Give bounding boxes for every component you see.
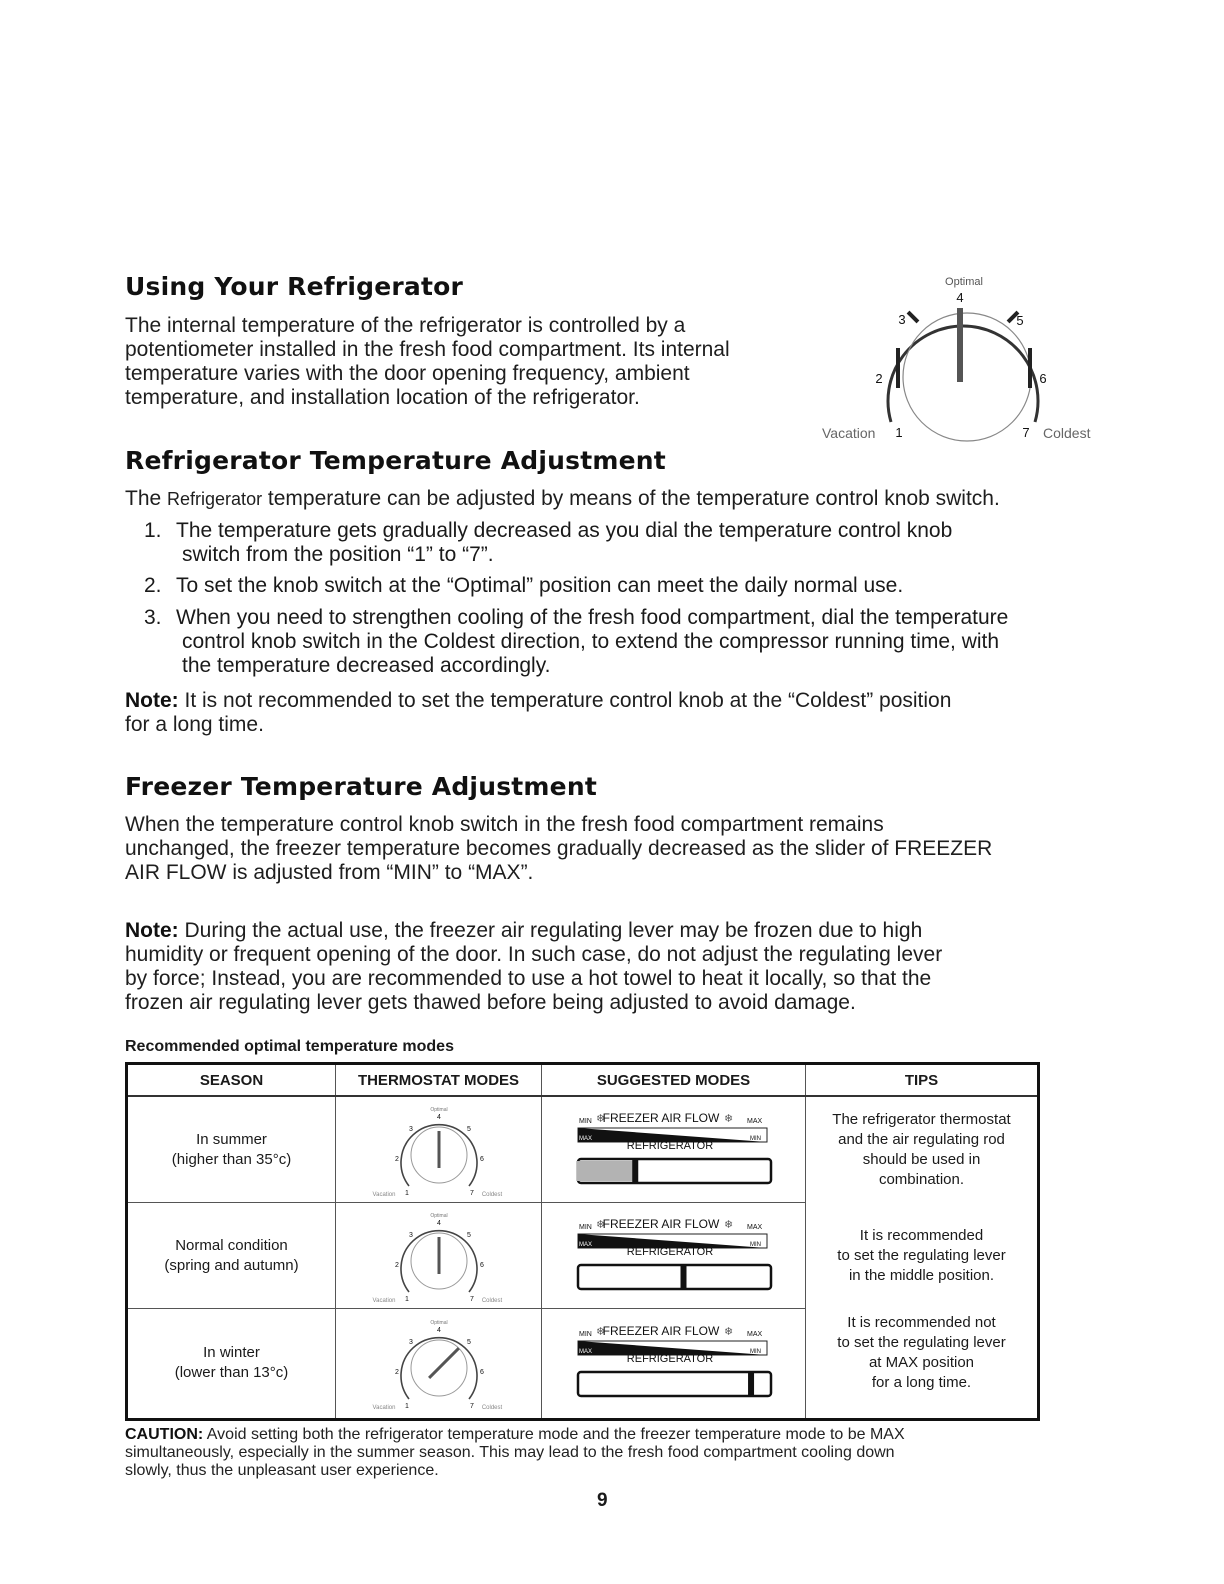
temperature-dial-figure <box>815 272 1105 447</box>
slider-label-freezer: FREEZER AIR FLOW <box>602 1324 719 1339</box>
gradient-label-refrigerator: REFRIGERATOR <box>626 1139 713 1152</box>
dial-number: 2 <box>875 371 883 386</box>
section-title-refrigerator: Refrigerator Temperature Adjustment <box>125 446 666 475</box>
tips-cell <box>806 1096 1039 1203</box>
note-text: It is not recommended to set the temperature control knob at the “Coldest” position <box>178 689 952 712</box>
dial-number: 1 <box>895 425 903 440</box>
slider-label-max: MAX <box>746 1117 762 1125</box>
snowflake-icon: ❄ <box>595 1218 605 1231</box>
mini-dial-label-coldest: Coldest <box>481 1297 502 1304</box>
suggested-cell <box>542 1309 806 1420</box>
dial-tick <box>907 311 920 324</box>
dial-label-optimal: Optimal <box>945 276 983 288</box>
dial-pointer <box>957 308 963 382</box>
slider-label-max: MAX <box>746 1223 762 1231</box>
slider-thumb <box>632 1159 638 1183</box>
airflow-slider-figure <box>574 1104 774 1196</box>
airflow-slider-svg <box>574 1104 774 1196</box>
mini-dial-number: 1 <box>404 1189 409 1197</box>
tips-text: in the middle position. <box>848 1266 995 1284</box>
caution-label: CAUTION: <box>125 1426 204 1443</box>
section-body-freezer <box>125 813 1115 885</box>
gradient-label-max: MAX <box>578 1135 592 1142</box>
dial-tick <box>896 348 900 388</box>
mini-dial-number: 7 <box>469 1295 474 1303</box>
mini-dial <box>336 1313 541 1413</box>
tips-text: to set the regulating lever <box>837 1333 1006 1351</box>
section-title-freezer: Freezer Temperature Adjustment <box>125 772 597 801</box>
body-line: The internal temperature of the refrigerator is controlled by a <box>125 314 686 337</box>
slider-thumb <box>680 1265 686 1289</box>
mini-dial-number: 2 <box>394 1369 399 1377</box>
note-text: humidity or frequent opening of the door. In such case, do not adjust the regulating lever <box>125 943 943 966</box>
list-line: The temperature gets gradually decreased as you dial the temperature control knob <box>176 519 953 542</box>
gradient-label-max: MAX <box>578 1349 592 1356</box>
tips-text: The refrigerator thermostat <box>832 1110 1011 1128</box>
body-line: temperature varies with the door opening frequency, ambient <box>125 362 690 385</box>
note-label: Note: <box>125 689 179 712</box>
season-text: (lower than 13°c) <box>174 1364 289 1382</box>
dial-label-vacation: Vacation <box>822 425 876 441</box>
mini-dial-label-vacation: Vacation <box>372 1297 395 1304</box>
slider-label-freezer: FREEZER AIR FLOW <box>602 1110 719 1125</box>
slider-thumb <box>748 1372 754 1396</box>
mini-dial-number: 3 <box>408 1339 413 1347</box>
list-line: control knob switch in the Coldest direction, to extend the compressor running time, with <box>182 630 1000 653</box>
tips-cell <box>806 1203 1039 1309</box>
airflow-slider-svg <box>574 1317 774 1409</box>
note-label: Note: <box>125 919 179 942</box>
table-row <box>127 1309 1039 1420</box>
body-line: potentiometer installed in the fresh food compartment. Its internal <box>125 338 730 361</box>
caution-text: simultaneously, especially in the summer season. This may lead to the fresh food compartment cooling down <box>125 1444 895 1461</box>
modes-table <box>125 1062 1040 1421</box>
thermostat-cell <box>336 1203 542 1309</box>
table-caption: Recommended optimal temperature modes <box>125 1038 454 1055</box>
body-line: unchanged, the freezer temperature becomes gradually decreased as the slider of FREEZER <box>125 837 993 860</box>
list-line: the temperature decreased accordingly. <box>182 654 551 677</box>
gradient-label-min: MIN <box>749 1241 761 1248</box>
note-freezer <box>125 919 1115 1015</box>
header-season: SEASON <box>127 1064 336 1097</box>
body-line: When the temperature control knob switch in the fresh food compartment remains <box>125 813 884 836</box>
dial-tick <box>1028 348 1032 388</box>
season-cell <box>127 1309 336 1420</box>
mini-dial-label-coldest: Coldest <box>481 1405 502 1412</box>
intro-text: temperature can be adjusted by means of the temperature control knob switch. <box>262 487 1000 510</box>
slider-label-min: MIN <box>578 1117 592 1125</box>
note-text: by force; Instead, you are recommended to use a hot towel to heat it locally, so that the <box>125 967 932 990</box>
mini-dial-pointer <box>429 1348 459 1378</box>
caution-text: slowly, thus the unpleasant user experience. <box>125 1462 439 1479</box>
snowflake-icon: ❄ <box>595 1326 605 1339</box>
thermostat-cell <box>336 1309 542 1420</box>
snowflake-icon: ❄ <box>723 1112 733 1125</box>
table-header-row <box>127 1064 1039 1097</box>
note-text: frozen air regulating lever gets thawed before being adjusted to avoid damage. <box>125 991 856 1014</box>
page-number: 9 <box>597 1490 608 1511</box>
mini-dial-number: 1 <box>404 1403 409 1411</box>
thermostat-cell <box>336 1096 542 1203</box>
mini-dial-number: 1 <box>404 1295 409 1303</box>
mini-dial-number: 5 <box>466 1339 471 1347</box>
tips-text: and the air regulating rod <box>838 1130 1005 1148</box>
header-tips: TIPS <box>806 1064 1039 1097</box>
mini-dial-number: 4 <box>436 1327 441 1335</box>
slider-track <box>578 1372 771 1396</box>
slider-label-max: MAX <box>746 1331 762 1339</box>
mini-dial-number: 2 <box>394 1155 399 1163</box>
dial-number: 3 <box>898 312 906 327</box>
mini-dial-label-vacation: Vacation <box>372 1405 395 1412</box>
season-text: In winter <box>203 1344 260 1362</box>
note-text: for a long time. <box>125 713 264 736</box>
mini-dial-number: 7 <box>469 1403 474 1411</box>
list-number: 1. <box>144 519 162 542</box>
list-number: 3. <box>144 606 162 629</box>
season-cell <box>127 1096 336 1203</box>
season-text: Normal condition <box>175 1236 288 1254</box>
season-text: (spring and autumn) <box>164 1256 299 1274</box>
dial-knob-outline <box>903 313 1031 441</box>
note-text: During the actual use, the freezer air regulating lever may be frozen due to high <box>178 919 923 942</box>
tips-text: It is recommended not <box>847 1313 996 1331</box>
mini-dial-label-vacation: Vacation <box>372 1191 395 1198</box>
tips-cell <box>806 1309 1039 1420</box>
slider-label-min: MIN <box>578 1331 592 1339</box>
gradient-label-min: MIN <box>749 1349 761 1356</box>
suggested-cell <box>542 1096 806 1203</box>
mini-dial-label-coldest: Coldest <box>481 1191 502 1198</box>
mini-dial-label-optimal: Optimal <box>429 1320 448 1327</box>
mini-dial-number: 4 <box>436 1113 441 1121</box>
list-line: When you need to strengthen cooling of the fresh food compartment, dial the temperature <box>176 606 1009 629</box>
mini-dial-number: 5 <box>466 1231 471 1239</box>
section-intro-refrigerator <box>125 487 1115 511</box>
airflow-slider-figure <box>574 1210 774 1302</box>
dial-number: 5 <box>1016 313 1024 328</box>
tips-text: to set the regulating lever <box>837 1246 1006 1264</box>
mini-dial-number: 6 <box>479 1369 484 1377</box>
list-line: To set the knob switch at the “Optimal” position can meet the daily normal use. <box>176 574 904 597</box>
intro-text: The <box>125 487 168 510</box>
snowflake-icon: ❄ <box>723 1326 733 1339</box>
caution-note <box>125 1426 1115 1480</box>
body-line: AIR FLOW is adjusted from “MIN” to “MAX”. <box>125 861 534 884</box>
tips-text: It is recommended <box>859 1226 984 1244</box>
body-line: temperature, and installation location of the refrigerator. <box>125 386 640 409</box>
mini-dial-number: 3 <box>408 1125 413 1133</box>
caution-text: Avoid setting both the refrigerator temperature mode and the freezer temperature mode to be MAX <box>203 1426 905 1443</box>
section-title-using: Using Your Refrigerator <box>125 272 464 301</box>
table-row <box>127 1096 1039 1203</box>
slider-track <box>578 1265 771 1289</box>
list-line: switch from the position “1” to “7”. <box>182 543 494 566</box>
mini-dial-number: 6 <box>479 1261 484 1269</box>
tips-text: combination. <box>878 1170 965 1188</box>
header-suggested: SUGGESTED MODES <box>542 1064 806 1097</box>
dial-number: 6 <box>1039 371 1047 386</box>
airflow-slider-svg <box>574 1210 774 1302</box>
season-cell <box>127 1203 336 1309</box>
mini-dial <box>336 1206 541 1306</box>
snowflake-icon: ❄ <box>723 1218 733 1231</box>
mini-dial-number: 6 <box>479 1155 484 1163</box>
mini-dial-number: 2 <box>394 1261 399 1269</box>
dial-number: 7 <box>1022 425 1030 440</box>
mini-dial-svg <box>364 1206 514 1306</box>
slider-label-min: MIN <box>578 1223 592 1231</box>
season-text: (higher than 35°c) <box>171 1150 292 1168</box>
slider-highlight <box>576 1161 636 1181</box>
note-refrigerator <box>125 689 1105 737</box>
mini-dial-number: 7 <box>469 1189 474 1197</box>
dial-label-coldest: Coldest <box>1043 425 1091 441</box>
header-thermostat: THERMOSTAT MODES <box>336 1064 542 1097</box>
section-body-using <box>125 314 825 410</box>
list-number: 2. <box>144 574 162 597</box>
airflow-slider-figure <box>574 1317 774 1409</box>
table-row <box>127 1203 1039 1309</box>
mini-dial-label-optimal: Optimal <box>429 1106 448 1113</box>
gradient-label-refrigerator: REFRIGERATOR <box>626 1245 713 1258</box>
gradient-label-min: MIN <box>749 1135 761 1142</box>
suggested-cell <box>542 1203 806 1309</box>
gradient-label-max: MAX <box>578 1241 592 1248</box>
mini-dial <box>336 1100 541 1200</box>
tips-text: for a long time. <box>871 1373 972 1391</box>
intro-text-small: Refrigerator <box>167 489 263 509</box>
gradient-label-refrigerator: REFRIGERATOR <box>626 1353 713 1366</box>
snowflake-icon: ❄ <box>595 1112 605 1125</box>
mini-dial-label-optimal: Optimal <box>429 1212 448 1219</box>
tips-text: at MAX position <box>868 1353 975 1371</box>
season-text: In summer <box>196 1130 267 1148</box>
dial-number: 4 <box>956 290 964 305</box>
mini-dial-svg <box>364 1100 514 1200</box>
mini-dial-number: 3 <box>408 1231 413 1239</box>
mini-dial-number: 5 <box>466 1125 471 1133</box>
mini-dial-svg <box>364 1313 514 1413</box>
tips-text: should be used in <box>862 1150 981 1168</box>
mini-dial-number: 4 <box>436 1219 441 1227</box>
slider-label-freezer: FREEZER AIR FLOW <box>602 1216 719 1231</box>
